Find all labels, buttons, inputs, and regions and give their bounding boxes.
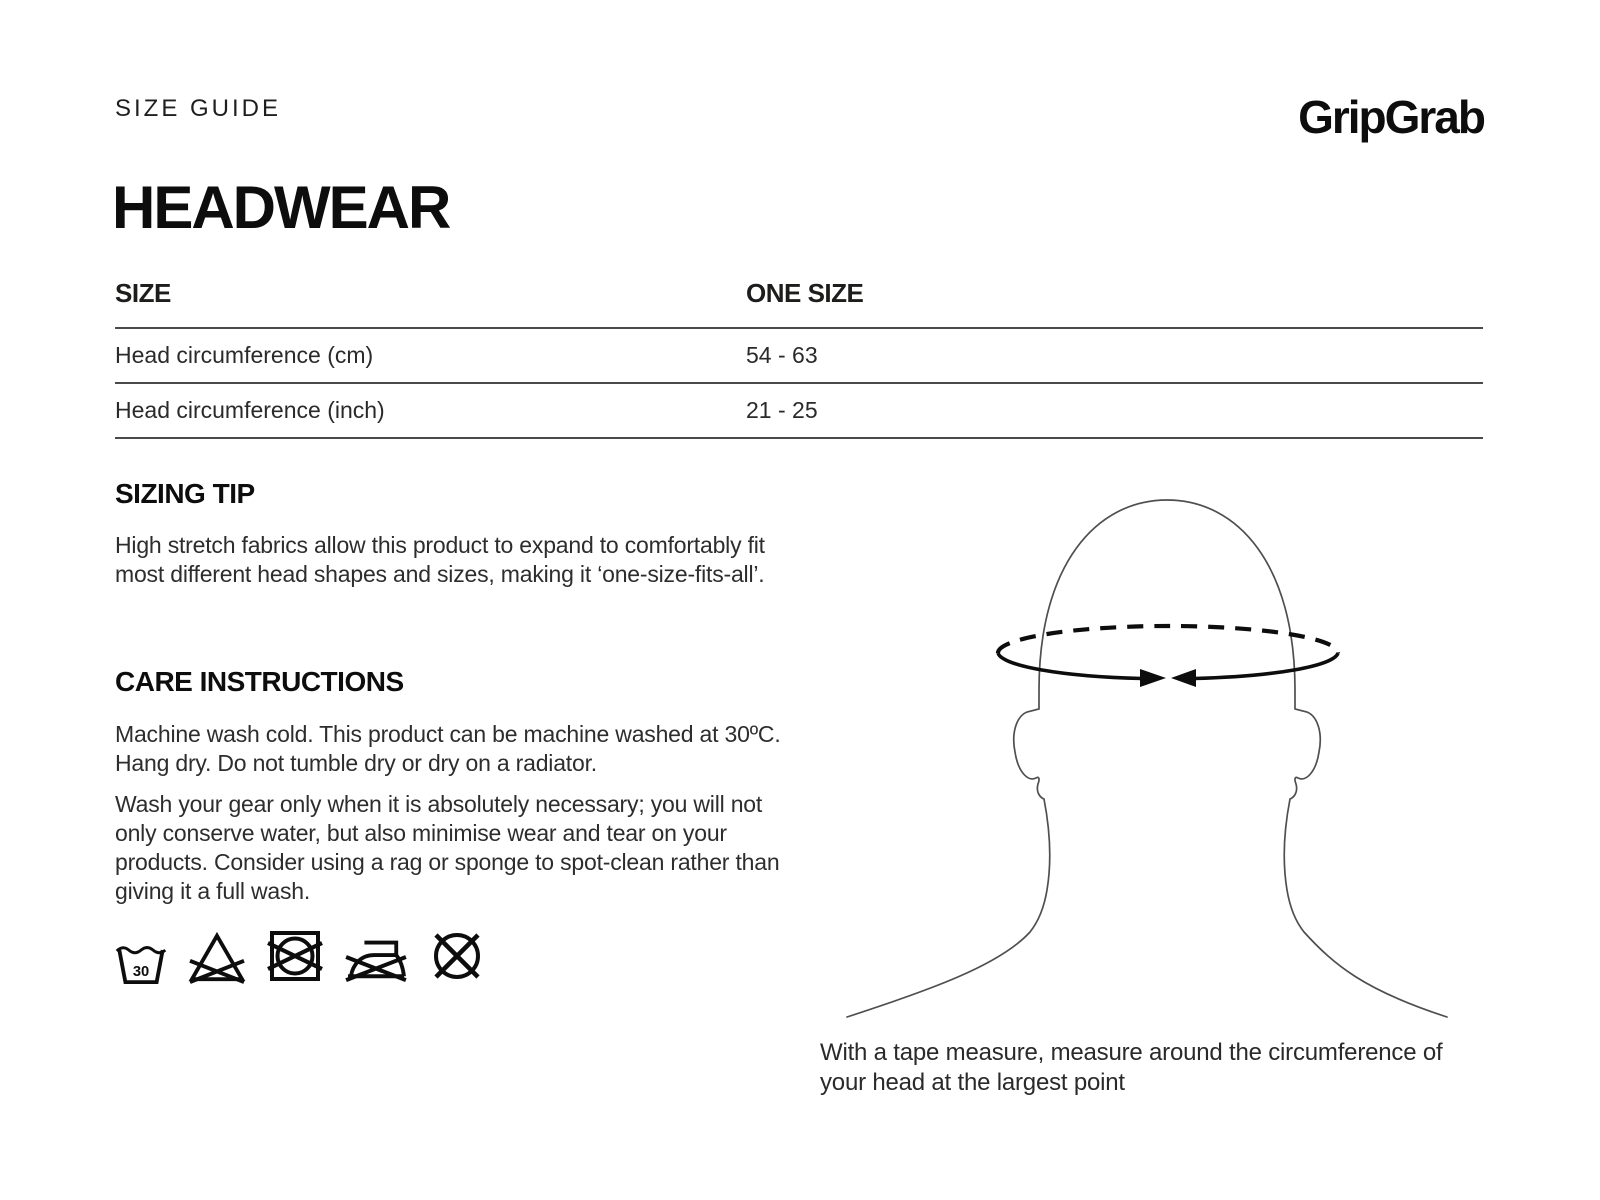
tape-solid-arc-right	[1194, 653, 1338, 679]
page-eyebrow: SIZE GUIDE	[115, 95, 282, 122]
sizing-tip-heading: SIZING TIP	[115, 478, 255, 509]
care-instructions-heading: CARE INSTRUCTIONS	[115, 666, 404, 697]
head-measurement-illustration	[790, 460, 1450, 1040]
tape-dashed-arc	[998, 626, 1338, 653]
page-title: HEADWEAR	[112, 174, 450, 241]
tape-arrow-right-icon	[1140, 669, 1166, 687]
do-not-bleach-icon	[188, 930, 246, 984]
sizing-tip-text: High stretch fabrics allow this product to expand to comfortably fit most different head shapes and sizes, making it ‘one-size-fits-all’.	[115, 532, 765, 587]
table-row	[115, 329, 1483, 384]
care-symbols-row	[115, 928, 485, 984]
measurement-caption: With a tape measure, measure around the circumference of your head at the largest point	[820, 1039, 1443, 1096]
do-not-tumble-dry-icon	[267, 928, 323, 984]
wash-temperature-label: 30	[132, 964, 150, 981]
size-table	[115, 278, 1483, 439]
table-row	[115, 384, 1483, 439]
row-label-inch: Head circumference (inch)	[115, 397, 385, 423]
size-table-header-size: SIZE	[115, 278, 171, 308]
row-label-cm: Head circumference (cm)	[115, 342, 374, 368]
head-outline	[847, 500, 1447, 1017]
size-table-header	[115, 278, 1483, 329]
sizing-tip-section	[115, 478, 795, 589]
care-instructions-text-1: Machine wash cold. This product can be machine washed at 30ºC. Hang dry. Do not tumble dry or dry on a radiator.	[115, 721, 781, 776]
size-table-header-one-size: ONE SIZE	[746, 278, 864, 308]
row-value-cm: 54 - 63	[746, 342, 818, 368]
care-instructions-section	[115, 666, 795, 906]
tape-arrow-left-icon	[1171, 669, 1196, 687]
do-not-dry-clean-icon	[429, 928, 485, 984]
tape-solid-arc-left	[998, 653, 1142, 679]
do-not-iron-icon	[344, 930, 408, 984]
care-instructions-text-2: Wash your gear only when it is absolutely necessary; you will not only conserve water, but also minimise wear and tear on your products. Consider using a rag or sponge to spot-clean rather than giving it a full wash.	[115, 791, 780, 904]
machine-wash-30-icon	[115, 944, 167, 984]
gripgrab-logo: GripGrab	[1298, 91, 1484, 143]
row-value-inch: 21 - 25	[746, 397, 818, 423]
